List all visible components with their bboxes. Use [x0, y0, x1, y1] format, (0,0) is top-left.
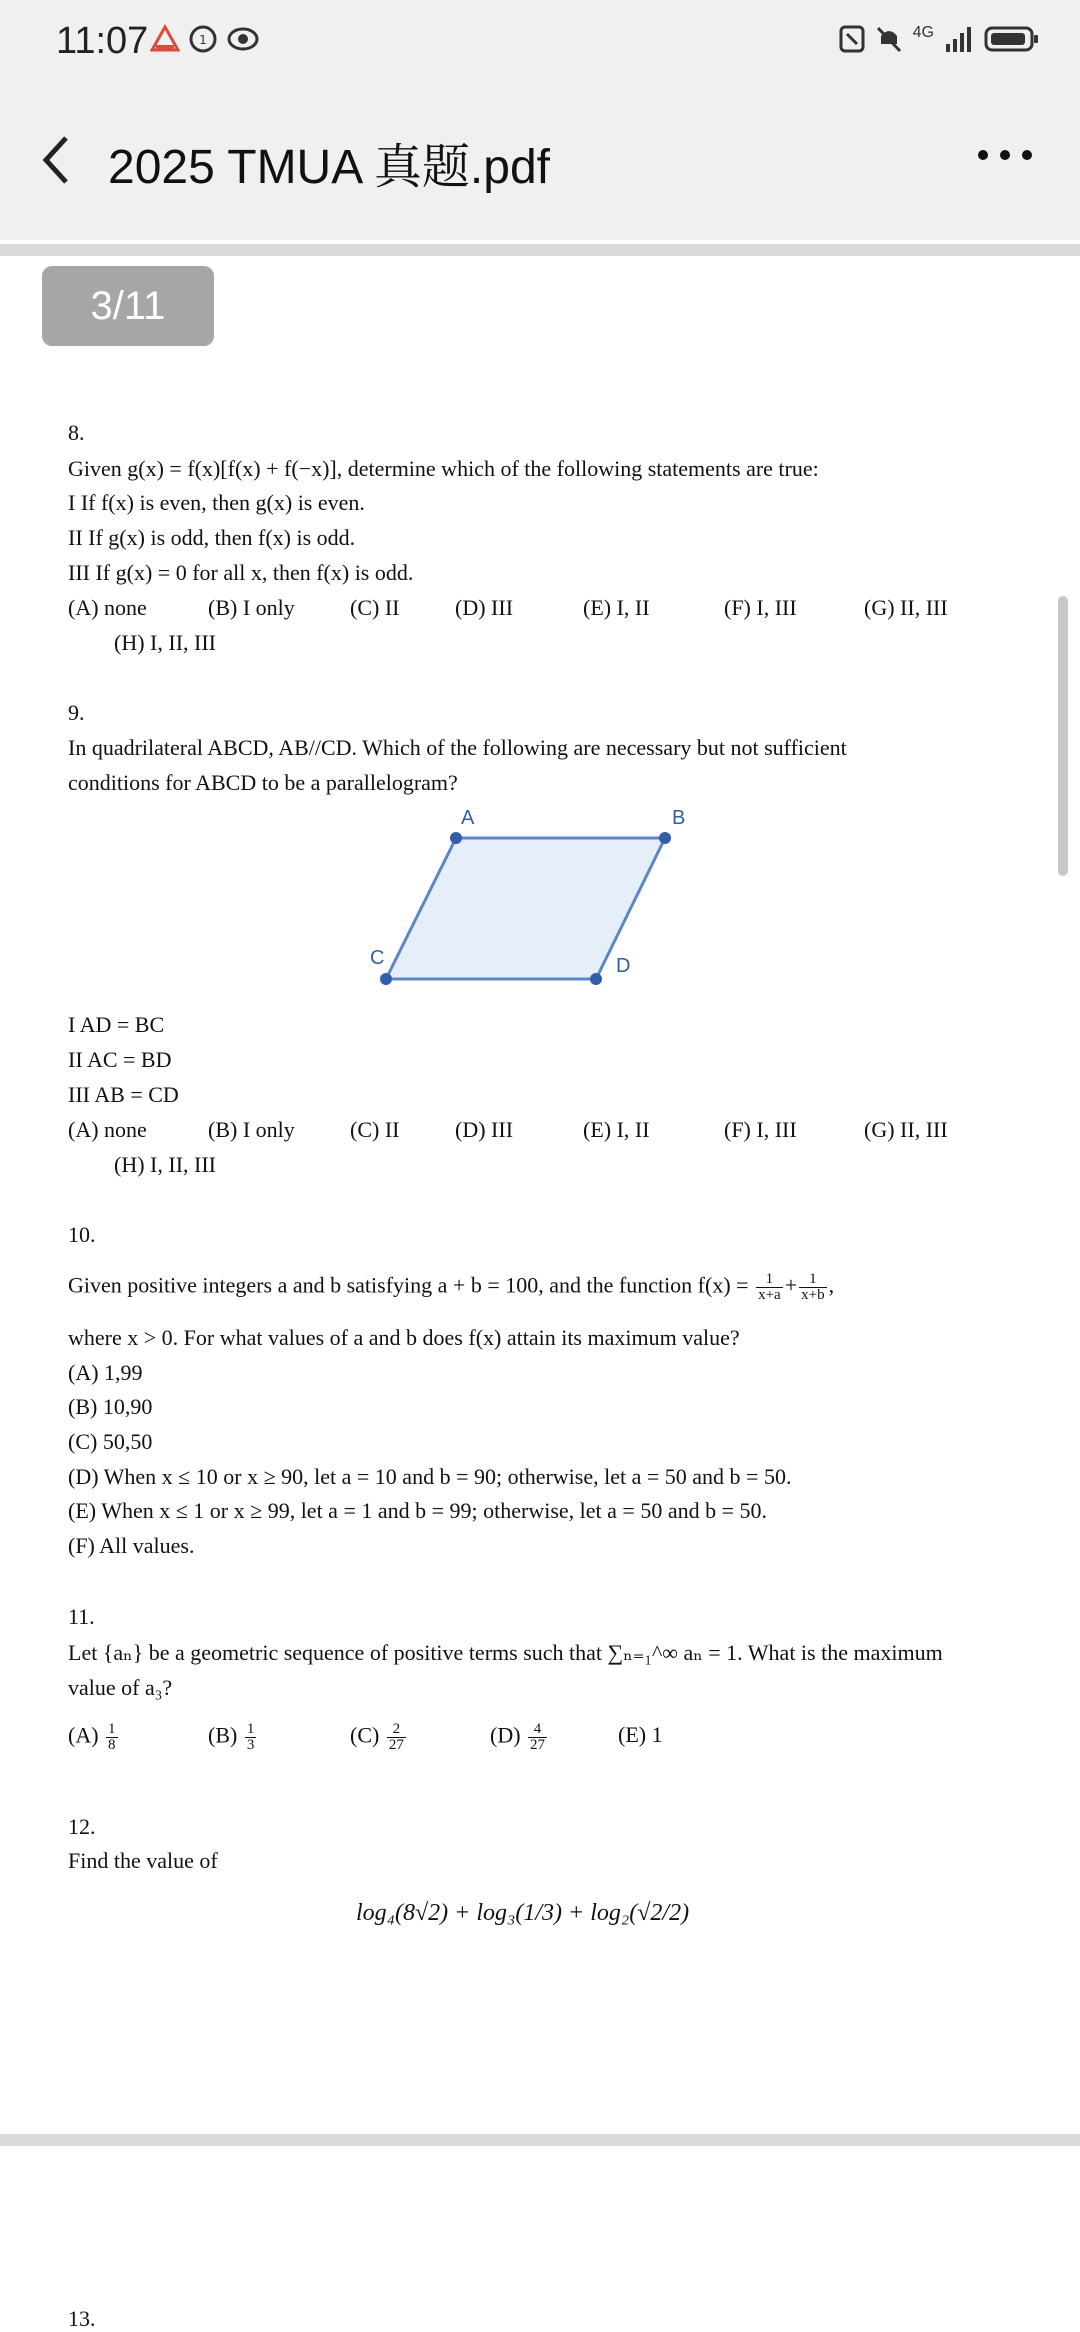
signal-icon — [944, 24, 974, 54]
q8-option-g: (G) II, III — [864, 595, 948, 620]
q8-option-a: (A) none — [68, 595, 147, 620]
vertex-label-d: D — [616, 955, 631, 977]
q13-number: 13. — [68, 2306, 96, 2331]
q9-number: 9. — [68, 700, 85, 725]
q10-stem-text: Given positive integers a and b satisfying a + b = 100, and the function f(x) = — [68, 1272, 749, 1298]
q11-option-c-numerator: 2 — [387, 1722, 406, 1738]
q10-option-a: (A) 1,99 — [68, 1360, 143, 1385]
q9-statement-2: II AC = BD — [68, 1047, 172, 1072]
q10-option-d: (D) When x ≤ 10 or x ≥ 90, let a = 10 and b = 90; otherwise, let a = 50 and b = 50. — [68, 1464, 792, 1489]
vertex-a — [450, 832, 462, 844]
q10-stem-line-1: Given positive integers a and b satisfying a + b = 100, and the function f(x) = $\frac{1}{x+a}$ + $\frac{1}{x+b}$ , — [68, 1271, 835, 1303]
q8-statement-2: II If g(x) is odd, then f(x) is odd. — [68, 525, 356, 550]
q10-frac1-numerator: 1 — [756, 1272, 783, 1288]
status-notification-icons — [150, 24, 260, 54]
q11-option-b — [208, 1722, 258, 1753]
q11-stem-line-2: value of a₃? — [68, 1675, 173, 1700]
q9-stem-line-2: conditions for ABCD to be a parallelogram? — [68, 770, 458, 795]
status-bar — [0, 0, 1080, 90]
q9-option-d: (D) III — [455, 1117, 514, 1142]
q9-statement-1: I AD = BC — [68, 1012, 165, 1037]
q11-option-a-label: (A) — [68, 1722, 99, 1748]
page-divider — [0, 244, 1080, 256]
scrollbar-thumb[interactable] — [1058, 596, 1068, 876]
q10-option-e: (E) When x ≤ 1 or x ≥ 99, let a = 1 and b = 99; otherwise, let a = 50 and b = 50. — [68, 1498, 768, 1523]
q10-frac1-denominator: x+a — [758, 1287, 781, 1303]
q8-option-h: (H) I, II, III — [114, 630, 216, 655]
q11-option-d-numerator: 4 — [528, 1722, 547, 1738]
q10-number: 10. — [68, 1222, 96, 1247]
eye-icon — [226, 24, 260, 54]
q11-option-b-numerator: 1 — [246, 1721, 255, 1737]
vertex-label-b: B — [672, 807, 686, 829]
document-title: 2025 TMUA 真题.pdf — [108, 141, 550, 194]
network-type-label: 4G — [912, 24, 934, 41]
status-system-icons — [839, 24, 1040, 54]
q8-number: 8. — [68, 420, 85, 445]
q9-option-h: (H) I, II, III — [114, 1152, 216, 1177]
q11-option-a-numerator: 1 — [108, 1721, 116, 1737]
q9-option-g: (G) II, III — [864, 1117, 948, 1142]
q10-stem-line-2: where x > 0. For what values of a and b does f(x) attain its maximum value? — [68, 1325, 740, 1350]
page-divider-bottom — [0, 2134, 1080, 2146]
q11-option-b-denominator: 3 — [246, 1737, 255, 1753]
q8-stem: Given g(x) = f(x)[f(x) + f(−x)], determine which of the following statements are true: — [68, 456, 819, 481]
q11-option-d-denominator: 27 — [530, 1737, 546, 1753]
nfc-icon — [839, 24, 865, 54]
q10-option-c: (C) 50,50 — [68, 1429, 153, 1454]
q9-option-b: (B) I only — [208, 1117, 295, 1142]
app-badge-icon — [188, 24, 218, 54]
vertex-label-c: C — [370, 947, 385, 969]
q11-number: 11. — [68, 1604, 95, 1629]
q11-option-c-denominator: 27 — [388, 1737, 404, 1753]
alert-app-icon — [150, 24, 180, 54]
q12-number: 12. — [68, 1814, 96, 1839]
q11-option-c — [350, 1722, 408, 1753]
vertex-d — [590, 973, 602, 985]
vertex-c — [380, 973, 392, 985]
parallelogram-diagram — [360, 800, 700, 1000]
vertex-label-a: A — [461, 807, 475, 829]
back-arrow-icon[interactable] — [36, 130, 76, 190]
vertex-b — [659, 832, 671, 844]
q11-option-e — [618, 1722, 663, 1748]
q9-option-f: (F) I, III — [724, 1117, 797, 1142]
q11-option-b-label: (B) — [208, 1722, 238, 1748]
app-bar — [0, 90, 1080, 240]
q9-statement-3: III AB = CD — [68, 1082, 179, 1107]
mute-icon — [875, 24, 903, 54]
q8-statement-3: III If g(x) = 0 for all x, then f(x) is odd. — [68, 560, 414, 585]
q8-option-b: (B) I only — [208, 595, 295, 620]
q9-option-e: (E) I, II — [583, 1117, 650, 1142]
q8-option-c: (C) II — [350, 595, 400, 620]
q12-stem: Find the value of — [68, 1848, 218, 1873]
q10-plus: + — [784, 1272, 798, 1298]
q11-option-a — [68, 1722, 120, 1753]
q11-stem-line-1: Let {aₙ} be a geometric sequence of positive terms such that ∑ₙ₌₁^∞ aₙ = 1. What is the maximum — [68, 1640, 943, 1665]
q9-option-c: (C) II — [350, 1117, 400, 1142]
q8-statement-1: I If f(x) is even, then g(x) is even. — [68, 490, 365, 515]
q11-option-c-label: (C) — [350, 1722, 380, 1748]
q8-option-f: (F) I, III — [724, 595, 797, 620]
q11-option-e-label: (E) — [618, 1722, 647, 1747]
battery-icon — [984, 24, 1040, 54]
q10-fraction-2 — [799, 1272, 826, 1303]
q10-option-f: (F) All values. — [68, 1533, 195, 1558]
q8-option-d: (D) III — [455, 595, 514, 620]
q9-stem-line-1: In quadrilateral ABCD, AB//CD. Which of the following are necessary but not sufficient — [68, 735, 847, 760]
q11-option-d-label: (D) — [490, 1722, 521, 1748]
q8-option-e: (E) I, II — [583, 595, 650, 620]
q10-option-b: (B) 10,90 — [68, 1394, 153, 1419]
q10-frac2-numerator: 1 — [799, 1272, 826, 1288]
svg-text:1: 1 — [199, 33, 207, 47]
more-options-icon[interactable] — [978, 150, 1032, 160]
q9-option-a: (A) none — [68, 1117, 147, 1142]
q11-option-e-value: 1 — [651, 1722, 663, 1747]
q10-frac2-denominator: x+b — [801, 1287, 825, 1303]
page-indicator: 3/11 — [42, 266, 214, 346]
q12-expression: log₄(8√2) + log₃(1/3) + log₂(√2/2) — [356, 1900, 690, 1926]
q11-option-a-denominator: 8 — [108, 1737, 116, 1753]
status-time: 11:07 — [56, 20, 149, 62]
q11-option-d — [490, 1722, 549, 1753]
q10-fraction-1 — [756, 1272, 783, 1303]
